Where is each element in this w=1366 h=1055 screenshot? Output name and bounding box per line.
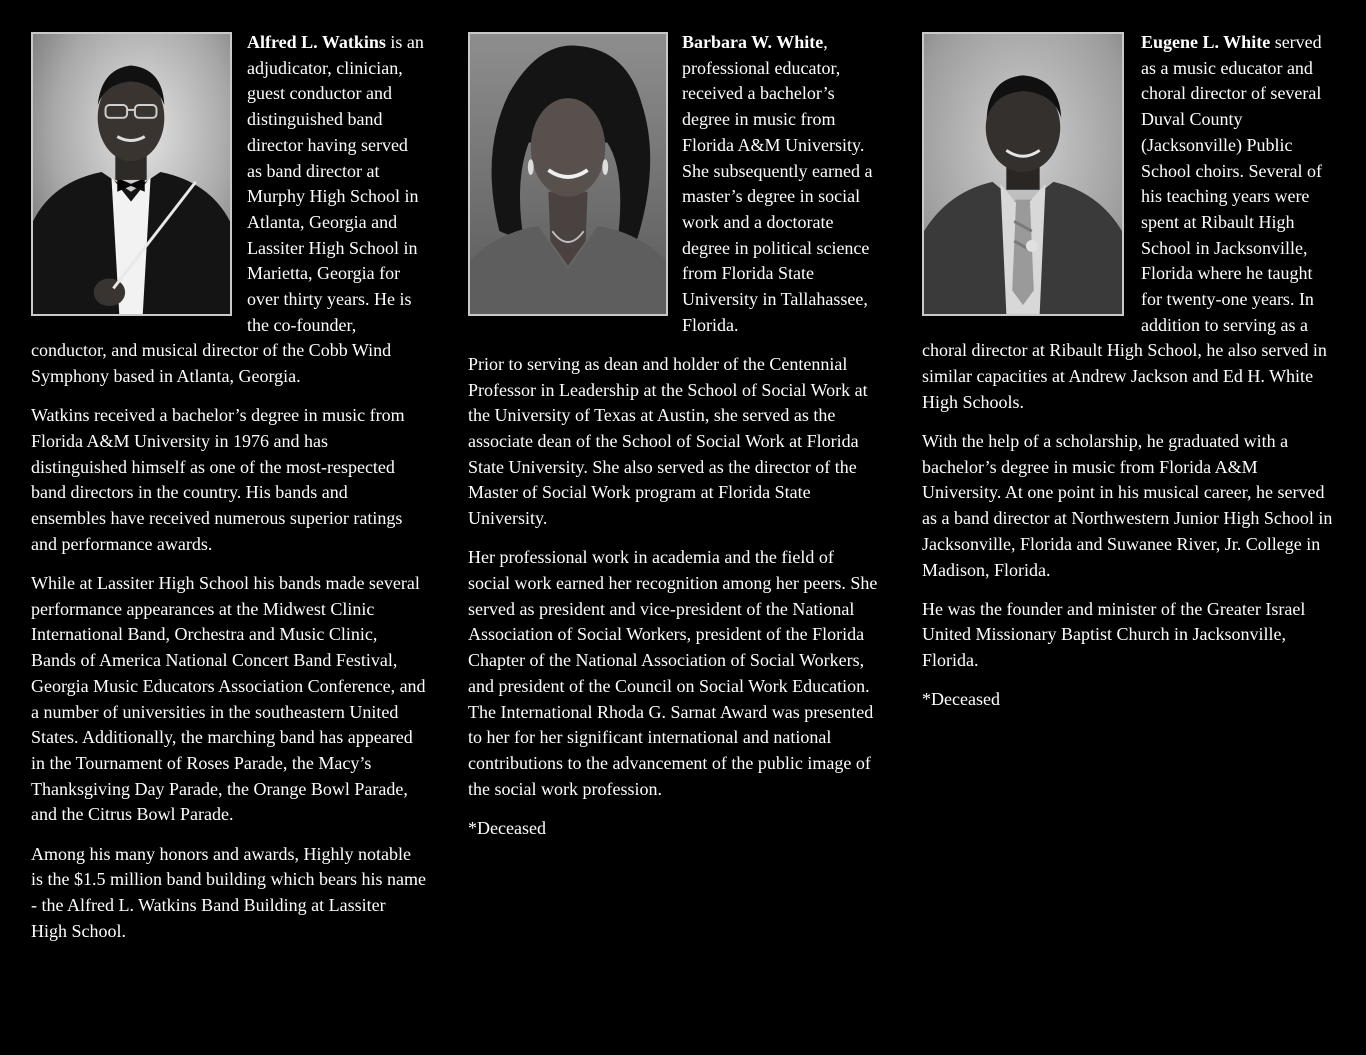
bio-column-watkins (31, 32, 426, 958)
bio-intro-text-barbara-white: , professional educator, received a bachelor’s degree in music from Florida A&M University. She subsequently earned a master’s degree in social work and a doctorate degree in political science from Florida State University in Tallahassee, Florida. (682, 32, 873, 335)
bio-name-watkins: Alfred L. Watkins (247, 32, 386, 52)
bio-paragraph-barbara-white-1: Prior to serving as dean and holder of the Centennial Professor in Leadership at the School of Social Work at the University of Texas at Austin, she served as the associate dean of the School of Social Work at Florida State University. She also served as the director of the Master of Social Work program at Florida State University. (468, 353, 868, 529)
bio-name-barbara-white: Barbara W. White (682, 32, 824, 52)
portrait-barbara-white-image (470, 34, 666, 314)
bio-paragraph-eugene-white-1: With the help of a scholarship, he graduated with a bachelor’s degree in music from Florida A&M University. At one point in his musical career, he served as a band director at Northwestern Junior High School in Jacksonville, Florida and Suwanee River, Jr. College in Madison, Florida. (922, 431, 1333, 580)
bio-paragraph-watkins-2: While at Lassiter High School his bands made several performance appearances at the Midwest Clinic International Band, Orchestra and Music Clinic, Bands of America National Concert Band Festival, Georgia Music Educators Association Conference, and a number of universities in the southeastern United States. Additionally, the marching band has appeared in the Tournament of Roses Parade, the Macy’s Thanksgiving Day Parade, the Orange Bowl Parade, and the Citrus Bowl Parade. (31, 573, 426, 825)
bio-column-barbara-white (468, 32, 878, 855)
portrait-photo-watkins (31, 32, 232, 316)
bio-intro-text-watkins: is an adjudicator, clinician, guest conductor and distinguished band director having served as band director at Murphy High School in Atlanta, Georgia and Lassiter High School in Marietta, Georgia for over thirty years. He is the co-founder, conductor, and musical director of the Cobb Wind Symphony based in Atlanta, Georgia. (31, 32, 424, 387)
portrait-photo-eugene-white (922, 32, 1124, 316)
bio-intro-text-eugene-white: served as a music educator and choral director of several Duval County (Jacksonville) Public School choirs. Several of his teaching years were spent at Ribault High School in Jacksonville, Florida where he taught for twenty-one years. In addition to serving as a choral director at Ribault High School, he also served in similar capacities at Andrew Jackson and Ed H. White High Schools. (922, 32, 1327, 412)
bio-column-eugene-white (922, 32, 1334, 727)
portrait-watkins-image (33, 34, 230, 314)
portrait-eugene-white-image (924, 34, 1122, 314)
bio-paragraph-barbara-white-2: Her professional work in academia and the field of social work earned her recognition among her peers. She served as president and vice-president of the National Association of Social Workers, president of the Florida Chapter of the National Association of Social Workers, and president of the Council on Social Work Education. The International Rhoda G. Sarnat Award was presented to her for her significant international and national contributions to the advancement of the public image of the social work profession. (468, 547, 878, 799)
deceased-note-barbara-white: *Deceased (468, 817, 546, 838)
bio-name-eugene-white: Eugene L. White (1141, 32, 1271, 52)
deceased-note-eugene-white: *Deceased (922, 689, 1000, 710)
bio-paragraph-eugene-white-2: He was the founder and minister of the Greater Israel United Missionary Baptist Church in Jacksonville, Florida. (922, 598, 1306, 671)
portrait-photo-barbara-white (468, 32, 668, 316)
bio-paragraph-watkins-1: Watkins received a bachelor’s degree in music from Florida A&M University in 1976 and has distinguished himself as one of the most-respected band directors in the country. His bands and ensembles have received numerous superior ratings and performance awards. (31, 405, 405, 554)
bio-paragraph-watkins-3: Among his many honors and awards, Highly notable is the $1.5 million band building which bears his name - the Alfred L. Watkins Band Building at Lassiter High School. (31, 843, 426, 941)
